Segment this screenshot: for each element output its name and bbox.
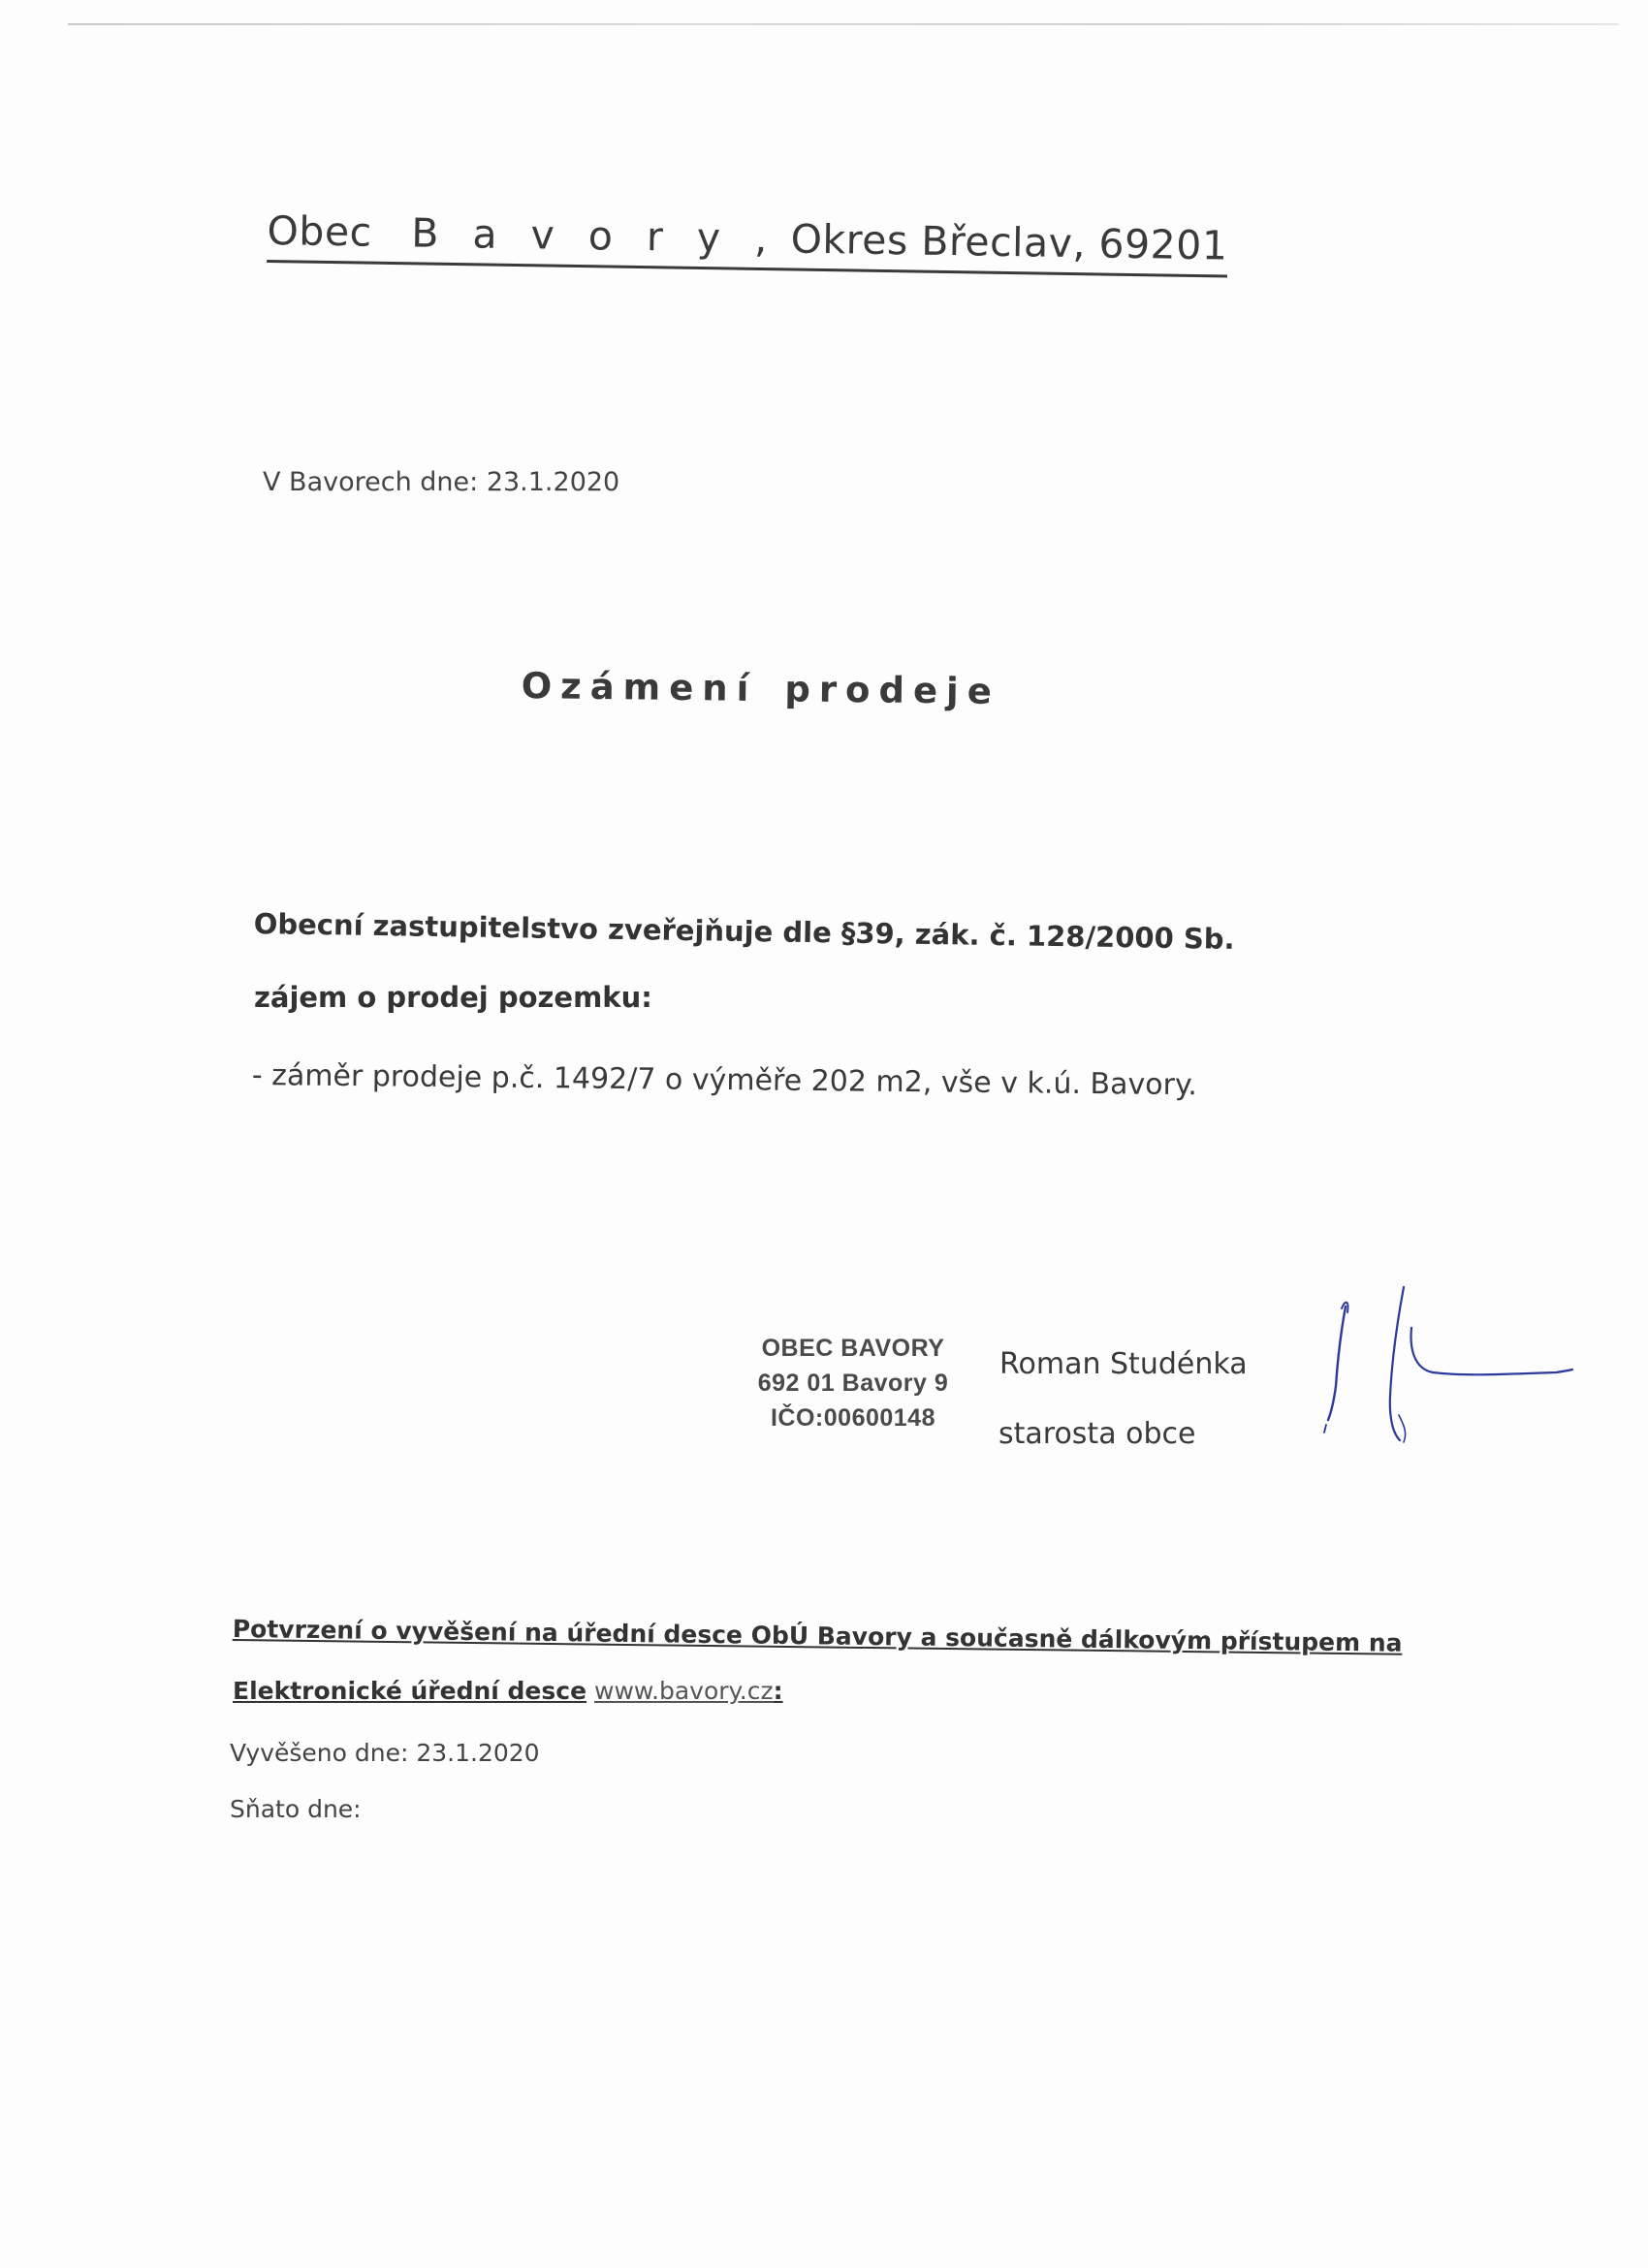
- title-word-2: prodeje: [784, 668, 1001, 713]
- stamp-line-3: IČO:00600148: [770, 1404, 935, 1432]
- handwritten-signature: [1318, 1279, 1580, 1444]
- header-municipality-name: B a v o r y ,: [410, 209, 778, 263]
- title-word-1: Ozámení: [521, 665, 758, 709]
- website-link[interactable]: www.bavory.cz: [594, 1677, 774, 1705]
- body-line-3: - záměr prodeje p.č. 1492/7 o výměře 202 m2, vše v k.ú. Bavory.: [251, 1058, 1198, 1103]
- municipality-header: [267, 207, 1228, 278]
- signatory-name: Roman Studénka: [999, 1347, 1248, 1381]
- removed-date: Sňato dne:: [230, 1795, 362, 1823]
- confirmation-line-1: Potvrzení o vyvěšení na úřední desce ObÚ Bavory a současně dálkovým přístupem na: [232, 1615, 1403, 1657]
- stamp-line-1: OBEC BAVORY: [761, 1335, 945, 1362]
- date-line: V Bavorech dne: 23.1.2020: [263, 467, 620, 497]
- confirmation-board-label: Elektronické úřední desce: [233, 1677, 587, 1705]
- confirmation-colon: :: [773, 1677, 783, 1705]
- posted-date: Vyvěšeno dne: 23.1.2020: [230, 1739, 540, 1767]
- signatory-role: starosta obce: [998, 1417, 1196, 1451]
- official-stamp: [746, 1331, 960, 1435]
- confirmation-line-2: [233, 1677, 783, 1705]
- header-district-zip: Okres Břeclav, 69201: [790, 215, 1228, 269]
- scan-edge-line: [68, 23, 1619, 25]
- body-line-2: zájem o prodej pozemku:: [254, 981, 652, 1014]
- stamp-line-2: 692 01 Bavory 9: [757, 1370, 949, 1397]
- header-prefix: Obec: [267, 207, 373, 256]
- body-line-1: Obecní zastupitelstvo zveřejňuje dle §39, zák. č. 128/2000 Sb.: [253, 907, 1235, 956]
- document-title: [521, 665, 1000, 712]
